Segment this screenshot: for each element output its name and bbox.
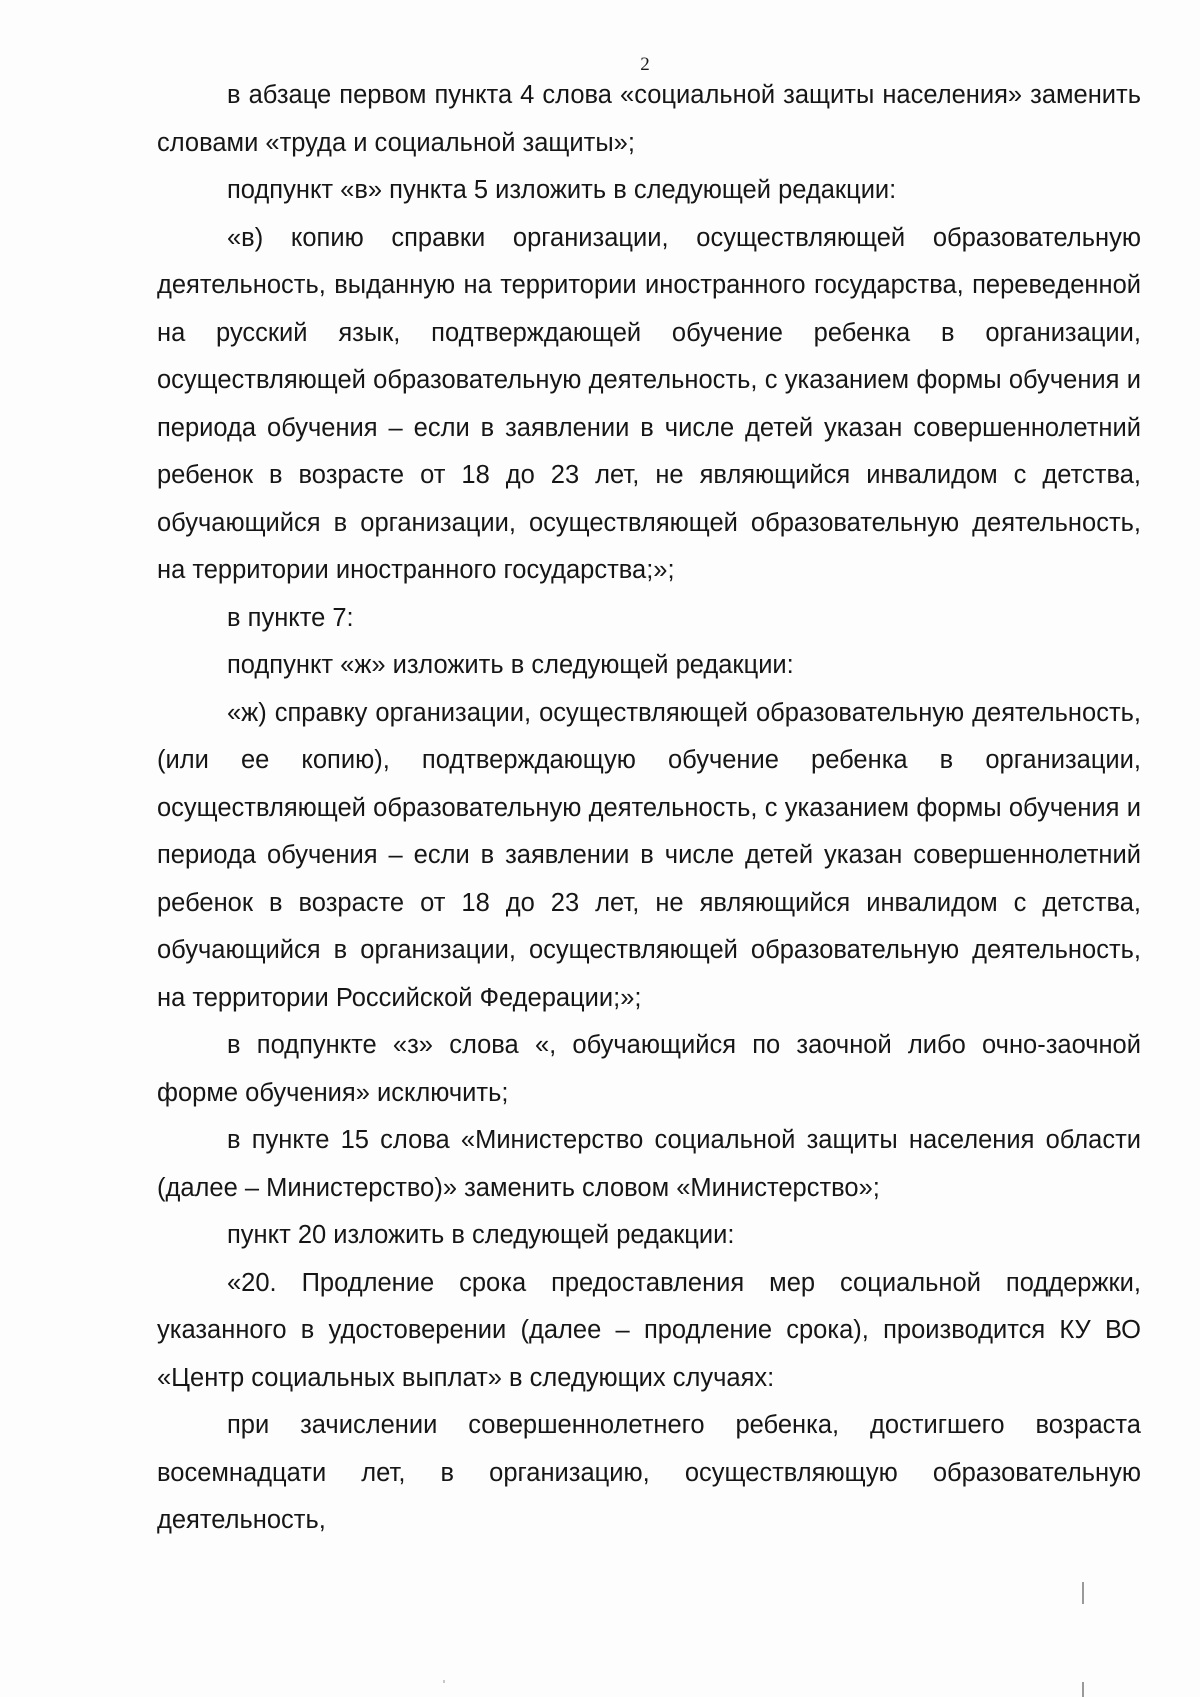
paragraph: при зачислении совершеннолетнего ребенка, достигшего возраста восемнадцати лет, в организацию, осуществляющую образовательную деятельность, [157,1411,1141,1534]
paragraph: «ж) справку организации, осуществляющей образовательную деятельность, (или ее копию), подтверждающую обучение ребенка в организации, осуществляющей образовательную деятельность, с указанием формы обучения и периода обучения – если в заявлении в числе детей указан совершеннолетний ребенок в возрасте от 18 до 23 лет, не являющийся инвалидом с детства, обучающийся в организации, осуществляющей образовательную деятельность, на территории Российской Федерации;»; [157,698,1141,1012]
scan-artifact [443,1680,445,1683]
paragraph: в абзаце первом пункта 4 слова «социальной защиты населения» заменить словами «труда и социальной защиты»; [157,81,1141,157]
paragraph: «в) копию справки организации, осуществляющей образовательную деятельность, выданную на территории иностранного государства, переведенной на русский язык, подтверждающей обучение ребенка в организации, осуществляющей образовательную деятельность, с указанием формы обучения и периода обучения – если в заявлении в числе детей указан совершеннолетний ребенок в возрасте от 18 до 23 лет, не являющийся инвалидом с детства, обучающийся в организации, осуществляющей образовательную деятельность, на территории иностранного государства;»; [157,223,1141,584]
paragraph: в пункте 15 слова «Министерство социальной защиты населения области (далее – Министерство)» заменить словом «Министерство»; [157,1126,1141,1202]
page-number: 2 [640,54,650,75]
paragraph: подпункт «ж» изложить в следующей редакции: [227,651,794,679]
scan-artifact [1082,1582,1084,1604]
scan-artifact [1082,1682,1084,1697]
document-body [157,72,1141,1545]
paragraph: в подпункте «з» слова «, обучающийся по заочной либо очно-заочной форме обучения» исключить; [157,1031,1141,1107]
paragraph: «20. Продление срока предоставления мер социальной поддержки, указанного в удостоверении (далее – продление срока), производится КУ ВО «Центр социальных выплат» в следующих случаях: [157,1268,1141,1392]
paragraph: пункт 20 изложить в следующей редакции: [227,1221,735,1249]
paragraph: в пункте 7: [227,603,354,632]
paragraph: подпункт «в» пункта 5 изложить в следующей редакции: [227,176,897,204]
